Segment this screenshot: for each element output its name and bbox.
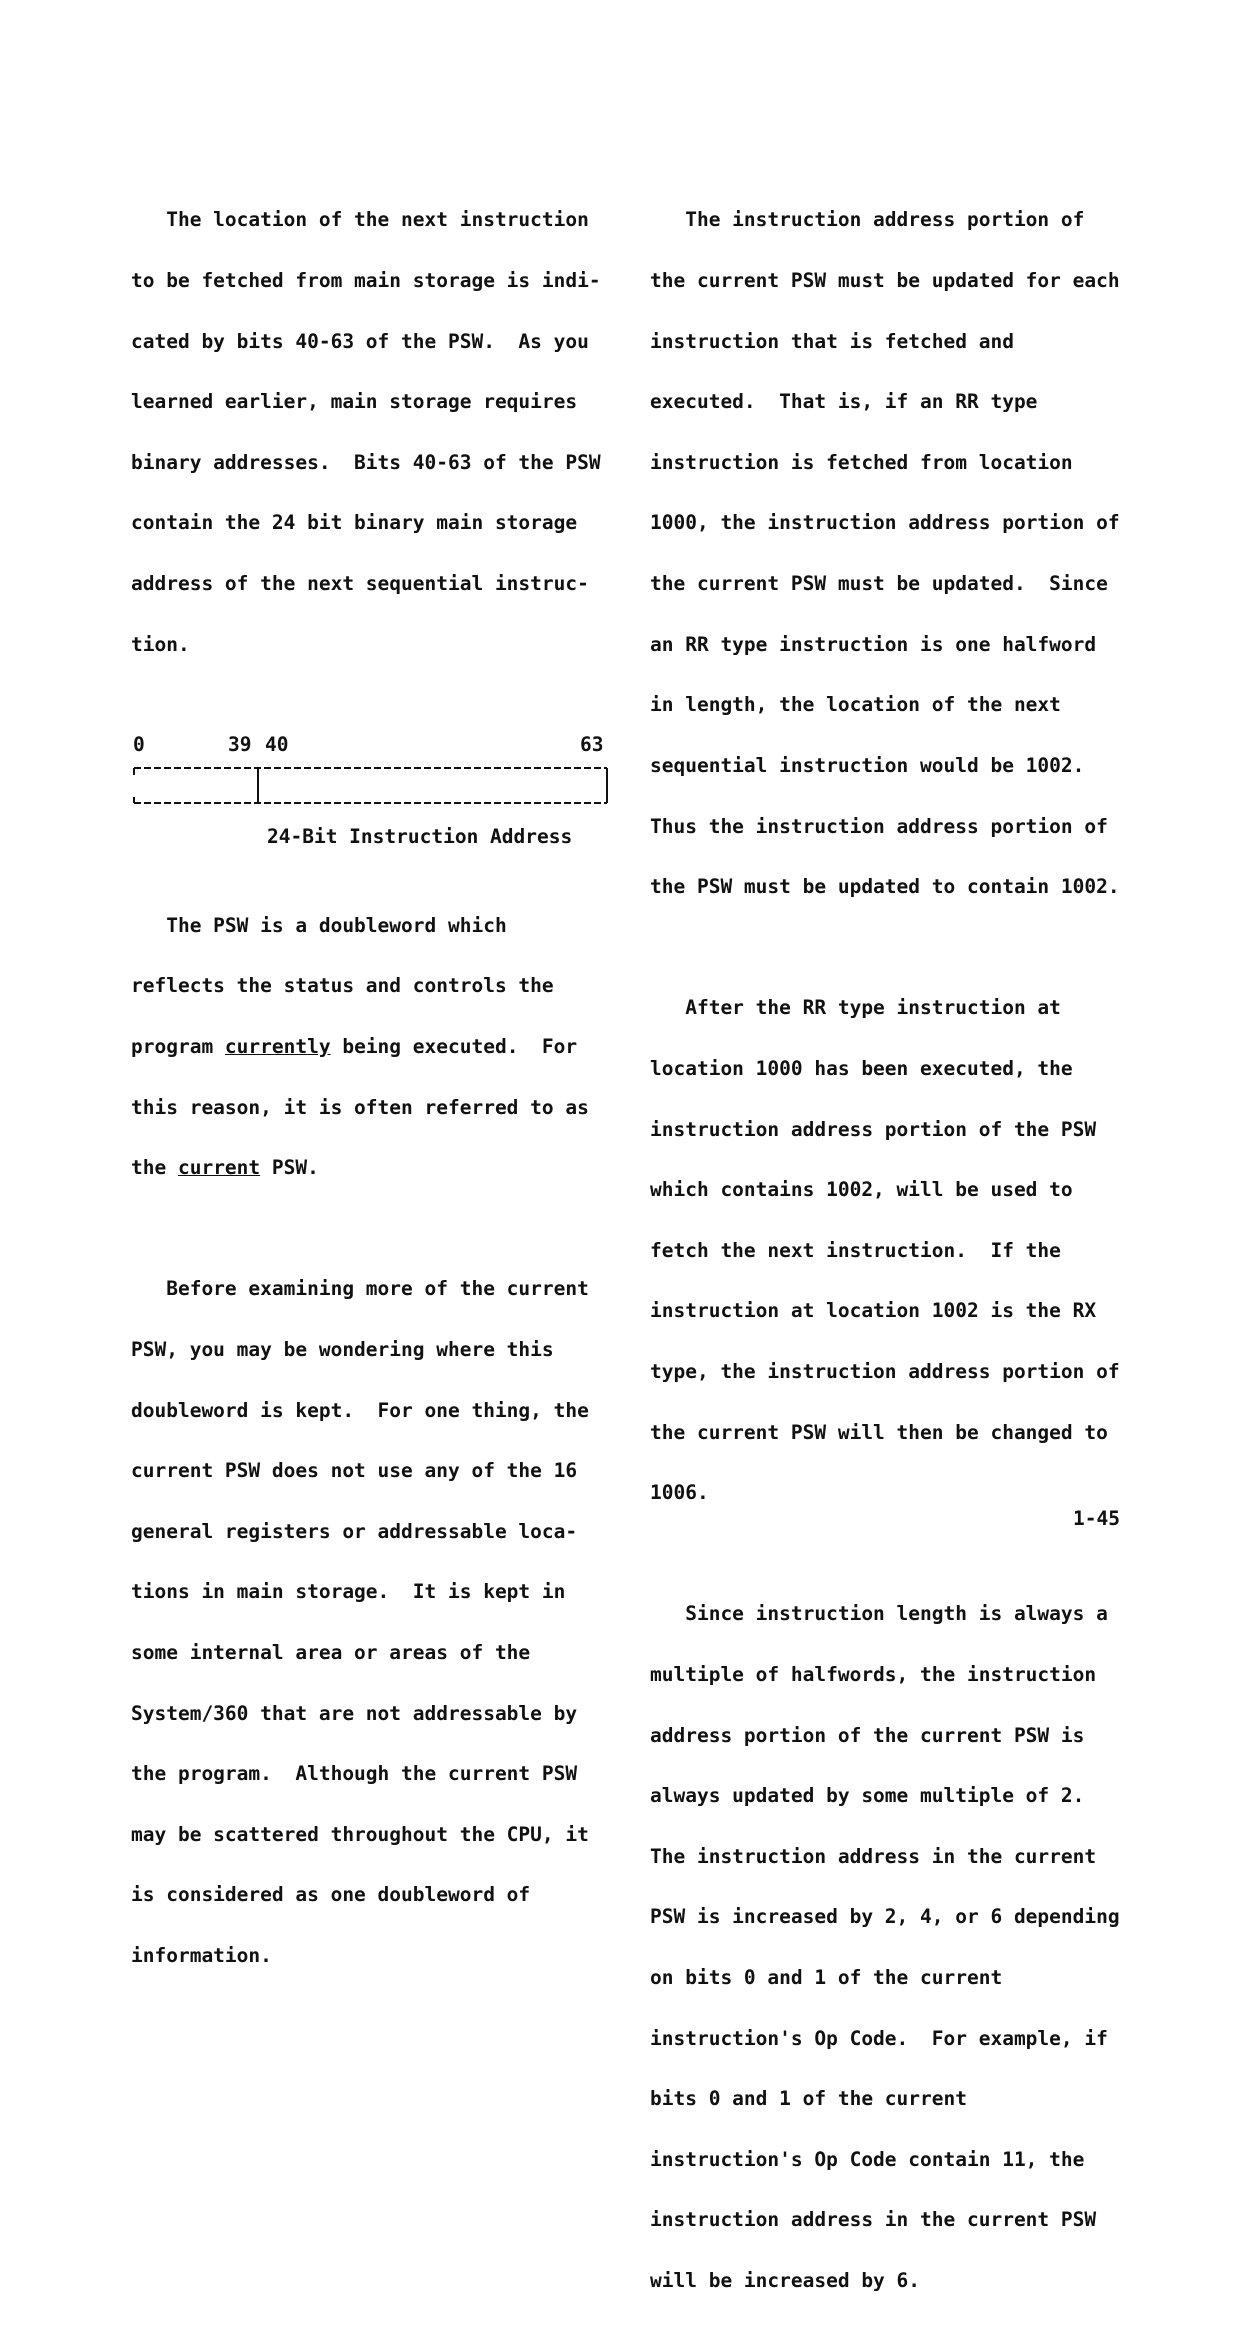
underlined-word: current — [177, 1156, 261, 1180]
text-line: tions in main storage. It is kept in — [131, 1580, 566, 1604]
text-line: the current PSW must be updated. Since — [650, 572, 1108, 596]
text-line: address of the next sequential instruc- — [131, 572, 589, 596]
left-paragraph-2 — [131, 875, 631, 1218]
bit-label-63: 63 — [580, 733, 604, 757]
text-line — [131, 1158, 631, 1178]
text-line: type, the instruction address portion of — [650, 1359, 1120, 1383]
text-line: The instruction address in the current — [650, 1844, 1097, 1868]
left-paragraph-1 — [131, 170, 631, 695]
text-line: instruction address portion of the PSW — [650, 1117, 1097, 1141]
bit-label-40: 40 — [265, 733, 289, 757]
left-column — [131, 170, 631, 2027]
text-line: PSW, you may be wondering where this — [131, 1337, 554, 1361]
text-line: learned earlier, main storage requires — [131, 390, 578, 414]
text-line: the program. Although the current PSW — [131, 1762, 578, 1786]
text-line: current PSW does not use any of the 16 — [131, 1459, 578, 1483]
right-column — [650, 170, 1150, 2352]
psw-bit-diagram — [131, 735, 611, 855]
text-line: is considered as one doubleword of — [131, 1883, 531, 1907]
text-line: information. — [131, 1944, 272, 1968]
text-line: fetch the next instruction. If the — [650, 1238, 1061, 1262]
text-line: multiple of halfwords, the instruction — [650, 1663, 1097, 1686]
text-line: to be fetched from main storage is indi- — [131, 269, 601, 293]
text-line: location 1000 has been executed, the — [650, 1056, 1073, 1080]
text-line: may be scattered throughout the CPU, it — [131, 1822, 589, 1846]
text-line: the PSW must be updated to contain 1002. — [650, 875, 1120, 899]
text-line: doubleword is kept. For one thing, the — [131, 1398, 589, 1422]
text-line: executed. That is, if an RR type — [650, 390, 1038, 414]
text-line: contain the 24 bit binary main storage — [131, 511, 578, 535]
text-line: Before examining more of the current — [131, 1277, 589, 1301]
text-line: sequential instruction would be 1002. — [650, 753, 1085, 777]
text-line: The instruction address portion of — [650, 208, 1085, 232]
text-line: cated by bits 40-63 of the PSW. As you — [131, 329, 589, 353]
right-paragraph-3 — [650, 1564, 1150, 2332]
text-run: PSW. — [260, 1156, 319, 1180]
bit-label-0: 0 — [133, 733, 145, 757]
text-line: general registers or addressable loca- — [131, 1519, 578, 1543]
text-line: this reason, it is often referred to as — [131, 1095, 589, 1119]
text-line: The PSW is a doubleword which — [131, 913, 507, 937]
text-line: bits 0 and 1 of the current — [650, 2087, 967, 2111]
text-line: instruction is fetched from location — [650, 450, 1073, 474]
text-run: being executed. For — [330, 1034, 578, 1058]
diagram-caption: 24-Bit Instruction Address — [267, 825, 573, 849]
text-line: instruction's Op Code. For example, if — [650, 2026, 1108, 2050]
right-paragraph-1 — [650, 170, 1150, 938]
underlined-word: currently — [224, 1034, 331, 1058]
text-line: always updated by some multiple of 2. — [650, 1784, 1085, 1808]
text-line — [131, 1034, 631, 1058]
text-line: will be increased by 6. — [650, 2269, 921, 2293]
text-line: reflects the status and controls the — [131, 974, 554, 998]
text-line: address portion of the current PSW is — [650, 1723, 1085, 1747]
text-line: binary addresses. Bits 40-63 of the PSW — [131, 450, 601, 474]
text-line: Since instruction length is always a — [650, 1602, 1108, 1626]
text-line: instruction at location 1002 is the RX — [650, 1299, 1097, 1323]
text-line: instruction's Op Code contain 11, the — [650, 2147, 1085, 2171]
left-paragraph-3 — [131, 1239, 631, 2007]
text-line: tion. — [131, 632, 190, 656]
right-paragraph-2 — [650, 958, 1150, 1544]
text-line: After the RR type instruction at — [650, 996, 1061, 1020]
text-line: in length, the location of the next — [650, 693, 1061, 717]
text-line: the current PSW will then be changed to — [650, 1420, 1108, 1444]
text-line: an RR type instruction is one halfword — [650, 632, 1097, 656]
page-number: 1-45 — [1073, 1507, 1120, 1530]
text-line: on bits 0 and 1 of the current — [650, 1966, 1003, 1990]
text-line: 1006. — [650, 1481, 709, 1505]
text-line: instruction that is fetched and — [650, 329, 1014, 353]
text-line: some internal area or areas of the — [131, 1640, 531, 1664]
text-line: which contains 1002, will be used to — [650, 1178, 1073, 1202]
text-run: the — [131, 1156, 178, 1180]
text-run: program — [131, 1034, 225, 1058]
text-line: 1000, the instruction address portion of — [650, 511, 1120, 535]
text-line: instruction address in the current PSW — [650, 2208, 1097, 2232]
text-line: Thus the instruction address portion of — [650, 814, 1108, 838]
text-line: PSW is increased by 2, 4, or 6 depending — [650, 1905, 1120, 1929]
psw-box-outline — [131, 755, 611, 819]
text-line: the current PSW must be updated for each — [650, 269, 1120, 293]
bit-label-39: 39 — [228, 733, 252, 757]
text-line: The location of the next instruction — [131, 208, 589, 232]
text-line: System/360 that are not addressable by — [131, 1701, 578, 1725]
